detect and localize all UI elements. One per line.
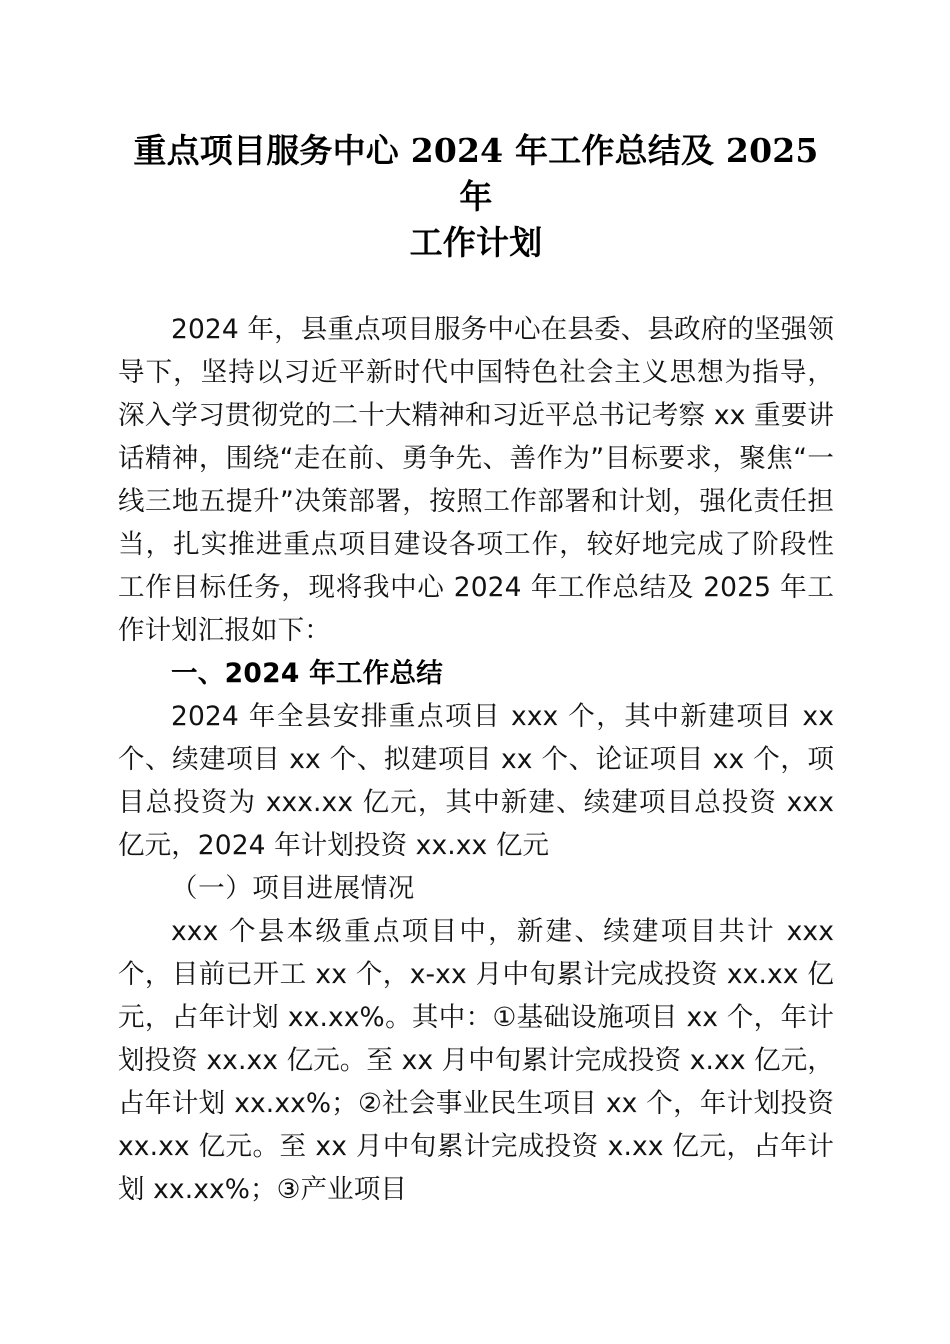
document-content	[118, 0, 834, 1211]
project-progress-paragraph: xxx 个县本级重点项目中，新建、续建项目共计 xxx 个，目前已开工 xx 个，x-xx 月中旬累计完成投资 xx.xx 亿元，占年计划 xx.xx%。其中：①基础设施项目 xx 个，年计划投资 xx.xx 亿元。至 xx 月中旬累计完成投资 x.xx 亿元，占年计划 xx.xx%；②社会事业民生项目 xx 个，年计划投资 xx.xx 亿元。至 xx 月中旬累计完成投资 x.xx 亿元，占年计划 xx.xx%；③产业项目	[118, 916, 834, 1205]
page-title-line-1: 重点项目服务中心 2024 年工作总结及 2025 年	[133, 131, 819, 216]
section-heading-2024-summary: 一、2024 年工作总结	[171, 658, 444, 689]
page-title-line-2: 工作计划	[409, 223, 543, 262]
subsection-heading-project-progress: （一）项目进展情况	[171, 873, 415, 904]
intro-paragraph: 2024 年，县重点项目服务中心在县委、县政府的坚强领导下，坚持以习近平新时代中国特色社会主义思想为指导，深入学习贯彻党的二十大精神和习近平总书记考察 xx 重要讲话精神，围绕“走在前、勇争先、善作为”目标要求，聚焦“一线三地五提升”决策部署，按照工作部署和计划，强化责任担当，扎实推进重点项目建设各项工作，较好地完成了阶段性工作目标任务，现将我中心 2024 年工作总结及 2025 年工作计划汇报如下：	[118, 314, 834, 646]
project-overview-paragraph: 2024 年全县安排重点项目 xxx 个，其中新建项目 xx 个、续建项目 xx 个、拟建项目 xx 个、论证项目 xx 个，项目总投资为 xxx.xx 亿元，其中新建、续建项目总投资 xxx 亿元，2024 年计划投资 xx.xx 亿元	[118, 701, 834, 861]
page-title	[118, 0, 834, 266]
